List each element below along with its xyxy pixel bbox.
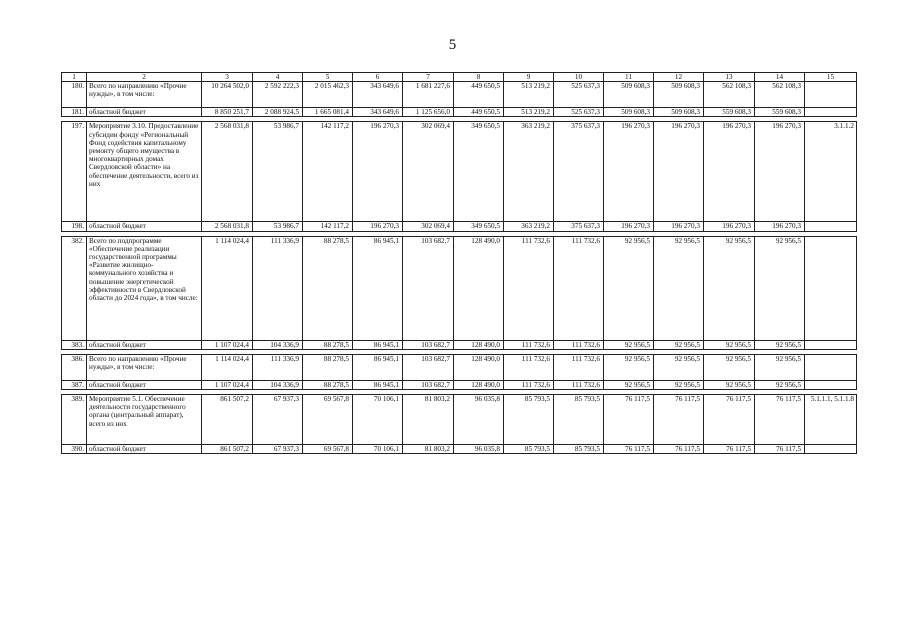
target-code: 3.1.1.2 <box>805 122 857 222</box>
value-cell: 8 850 251,7 <box>202 108 253 117</box>
value-cell: 142 117,2 <box>303 122 353 222</box>
value-cell: 142 117,2 <box>303 222 353 231</box>
value-cell: 196 270,3 <box>755 222 805 231</box>
value-cell: 76 117,5 <box>654 395 704 445</box>
value-cell: 103 682,7 <box>403 380 454 389</box>
value-cell: 525 637,3 <box>554 82 604 108</box>
value-cell: 92 956,5 <box>654 340 704 349</box>
value-cell: 104 336,9 <box>253 340 303 349</box>
value-cell: 375 637,3 <box>554 122 604 222</box>
budget-table <box>61 72 857 454</box>
value-cell: 92 956,5 <box>755 340 805 349</box>
value-cell: 92 956,5 <box>755 380 805 389</box>
value-cell: 559 608,3 <box>755 108 805 117</box>
value-cell: 196 270,3 <box>704 122 755 222</box>
row-name: Всего по направлению «Прочие нужды», в том числе: <box>87 82 202 108</box>
value-cell: 111 336,9 <box>253 354 303 380</box>
value-cell: 196 270,3 <box>654 122 704 222</box>
value-cell: 363 219,2 <box>504 122 554 222</box>
value-cell: 2 568 031,8 <box>202 122 253 222</box>
row-index: 198. <box>62 222 87 231</box>
value-cell: 111 336,9 <box>253 236 303 340</box>
table-row <box>62 236 857 340</box>
value-cell: 92 956,5 <box>654 380 704 389</box>
value-cell: 92 956,5 <box>704 380 755 389</box>
value-cell: 92 956,5 <box>604 354 654 380</box>
row-index: 386. <box>62 354 87 380</box>
value-cell: 81 803,2 <box>403 445 454 454</box>
value-cell: 449 650,5 <box>454 108 504 117</box>
value-cell: 76 117,5 <box>604 445 654 454</box>
value-cell: 86 945,1 <box>353 354 403 380</box>
row-index: 389. <box>62 395 87 445</box>
value-cell: 343 649,6 <box>353 108 403 117</box>
value-cell: 1 665 081,4 <box>303 108 353 117</box>
value-cell: 70 106,1 <box>353 445 403 454</box>
value-cell: 513 219,2 <box>504 82 554 108</box>
value-cell: 196 270,3 <box>353 122 403 222</box>
target-code <box>805 354 857 380</box>
value-cell: 85 793,5 <box>554 445 604 454</box>
value-cell: 86 945,1 <box>353 380 403 389</box>
table-body <box>62 73 857 454</box>
value-cell: 67 937,3 <box>253 395 303 445</box>
value-cell: 69 567,8 <box>303 445 353 454</box>
target-code <box>805 82 857 108</box>
value-cell: 76 117,5 <box>755 395 805 445</box>
header-cell: 8 <box>454 73 504 82</box>
value-cell: 111 732,6 <box>504 340 554 349</box>
value-cell: 67 937,3 <box>253 445 303 454</box>
row-name: областной бюджет <box>87 340 202 349</box>
value-cell: 375 637,3 <box>554 222 604 231</box>
value-cell: 2 568 031,8 <box>202 222 253 231</box>
value-cell: 76 117,5 <box>755 445 805 454</box>
value-cell: 196 270,3 <box>755 122 805 222</box>
header-cell: 5 <box>303 73 353 82</box>
value-cell: 76 117,5 <box>654 445 704 454</box>
value-cell: 92 956,5 <box>604 380 654 389</box>
value-cell: 69 567,8 <box>303 395 353 445</box>
value-cell: 1 114 024,4 <box>202 236 253 340</box>
target-code <box>805 222 857 231</box>
value-cell: 302 069,4 <box>403 222 454 231</box>
table-row <box>62 222 857 231</box>
table-row <box>62 122 857 222</box>
header-cell: 15 <box>805 73 857 82</box>
row-name: Мероприятие 5.1. Обеспечение деятельности государственного органа (центральный аппарат), всего из них <box>87 395 202 445</box>
target-code <box>805 108 857 117</box>
value-cell: 111 732,6 <box>554 236 604 340</box>
header-cell: 11 <box>604 73 654 82</box>
row-name: Всего по подпрограмме «Обеспечение реализации государственной программы «Развитие жилищно-коммунального хозяйства и повышение энергетической эффективности в Свердловской области до 2024 года», в том числе: <box>87 236 202 340</box>
value-cell: 509 608,3 <box>604 82 654 108</box>
value-cell: 86 945,1 <box>353 340 403 349</box>
value-cell: 111 732,6 <box>554 340 604 349</box>
value-cell: 88 278,5 <box>303 354 353 380</box>
row-index: 390. <box>62 445 87 454</box>
row-index: 180. <box>62 82 87 108</box>
value-cell: 85 793,5 <box>504 445 554 454</box>
header-cell: 2 <box>87 73 202 82</box>
row-name: Всего по направлению «Прочие нужды», в том числе: <box>87 354 202 380</box>
row-index: 387. <box>62 380 87 389</box>
value-cell: 111 732,6 <box>504 236 554 340</box>
value-cell: 513 219,2 <box>504 108 554 117</box>
value-cell: 92 956,5 <box>755 236 805 340</box>
value-cell: 343 649,6 <box>353 82 403 108</box>
table-row <box>62 445 857 454</box>
header-cell: 14 <box>755 73 805 82</box>
row-index: 197. <box>62 122 87 222</box>
value-cell: 92 956,5 <box>704 236 755 340</box>
value-cell: 559 608,3 <box>704 108 755 117</box>
value-cell: 525 637,3 <box>554 108 604 117</box>
value-cell: 196 270,3 <box>353 222 403 231</box>
header-cell: 12 <box>654 73 704 82</box>
value-cell: 92 956,5 <box>604 340 654 349</box>
value-cell: 96 035,8 <box>454 445 504 454</box>
value-cell: 85 793,5 <box>504 395 554 445</box>
value-cell: 81 803,2 <box>403 395 454 445</box>
value-cell: 88 278,5 <box>303 380 353 389</box>
row-name: областной бюджет <box>87 108 202 117</box>
page-number: 5 <box>448 37 457 53</box>
value-cell: 363 219,2 <box>504 222 554 231</box>
value-cell: 103 682,7 <box>403 354 454 380</box>
value-cell: 92 956,5 <box>604 236 654 340</box>
row-index: 382. <box>62 236 87 340</box>
table-row <box>62 108 857 117</box>
value-cell: 861 507,2 <box>202 395 253 445</box>
value-cell: 196 270,3 <box>604 222 654 231</box>
value-cell: 85 793,5 <box>554 395 604 445</box>
value-cell: 509 608,3 <box>654 108 704 117</box>
row-index: 383. <box>62 340 87 349</box>
header-row <box>62 73 857 82</box>
value-cell: 2 088 924,5 <box>253 108 303 117</box>
value-cell: 111 732,6 <box>504 354 554 380</box>
target-code <box>805 236 857 340</box>
value-cell: 103 682,7 <box>403 236 454 340</box>
value-cell: 111 732,6 <box>554 354 604 380</box>
value-cell: 111 732,6 <box>554 380 604 389</box>
header-cell: 6 <box>353 73 403 82</box>
value-cell: 861 507,2 <box>202 445 253 454</box>
header-cell: 9 <box>504 73 554 82</box>
value-cell: 88 278,5 <box>303 340 353 349</box>
value-cell: 349 650,5 <box>454 122 504 222</box>
value-cell: 196 270,3 <box>604 122 654 222</box>
target-code <box>805 340 857 349</box>
value-cell: 196 270,3 <box>654 222 704 231</box>
value-cell: 128 490,0 <box>454 340 504 349</box>
value-cell: 104 336,9 <box>253 380 303 389</box>
value-cell: 1 107 024,4 <box>202 380 253 389</box>
header-cell: 10 <box>554 73 604 82</box>
header-cell: 4 <box>253 73 303 82</box>
value-cell: 128 490,0 <box>454 354 504 380</box>
value-cell: 302 069,4 <box>403 122 454 222</box>
value-cell: 88 278,5 <box>303 236 353 340</box>
value-cell: 111 732,6 <box>504 380 554 389</box>
value-cell: 349 650,5 <box>454 222 504 231</box>
header-cell: 3 <box>202 73 253 82</box>
value-cell: 70 106,1 <box>353 395 403 445</box>
table-row <box>62 340 857 349</box>
value-cell: 128 490,0 <box>454 236 504 340</box>
value-cell: 92 956,5 <box>704 354 755 380</box>
value-cell: 53 986,7 <box>253 222 303 231</box>
value-cell: 449 650,5 <box>454 82 504 108</box>
value-cell: 92 956,5 <box>755 354 805 380</box>
value-cell: 76 117,5 <box>604 395 654 445</box>
value-cell: 1 114 024,4 <box>202 354 253 380</box>
target-code <box>805 445 857 454</box>
value-cell: 86 945,1 <box>353 236 403 340</box>
row-name: Мероприятие 3.10. Предоставление субсидии фонду «Региональный Фонд содействия капитальному ремонту общего имущества в многоквартирных домах Свердловской области» на обеспечение деятельности, всего из них <box>87 122 202 222</box>
row-name: областной бюджет <box>87 222 202 231</box>
table-row <box>62 380 857 389</box>
header-cell: 7 <box>403 73 454 82</box>
value-cell: 76 117,5 <box>704 445 755 454</box>
header-cell: 13 <box>704 73 755 82</box>
value-cell: 1 107 024,4 <box>202 340 253 349</box>
row-name: областной бюджет <box>87 445 202 454</box>
value-cell: 92 956,5 <box>654 354 704 380</box>
value-cell: 196 270,3 <box>704 222 755 231</box>
row-index: 181. <box>62 108 87 117</box>
header-cell: 1 <box>62 73 87 82</box>
table-row <box>62 395 857 445</box>
table-row <box>62 82 857 108</box>
row-name: областной бюджет <box>87 380 202 389</box>
value-cell: 76 117,5 <box>704 395 755 445</box>
value-cell: 96 035,8 <box>454 395 504 445</box>
value-cell: 92 956,5 <box>704 340 755 349</box>
table-row <box>62 354 857 380</box>
value-cell: 562 108,3 <box>755 82 805 108</box>
value-cell: 92 956,5 <box>654 236 704 340</box>
value-cell: 128 490,0 <box>454 380 504 389</box>
value-cell: 2 015 462,3 <box>303 82 353 108</box>
value-cell: 509 608,3 <box>654 82 704 108</box>
value-cell: 562 108,3 <box>704 82 755 108</box>
value-cell: 103 682,7 <box>403 340 454 349</box>
value-cell: 1 681 227,6 <box>403 82 454 108</box>
value-cell: 509 608,3 <box>604 108 654 117</box>
value-cell: 2 592 222,3 <box>253 82 303 108</box>
target-code: 5.1.1.1, 5.1.1.8 <box>805 395 857 445</box>
value-cell: 10 264 502,0 <box>202 82 253 108</box>
value-cell: 1 125 656,0 <box>403 108 454 117</box>
target-code <box>805 380 857 389</box>
value-cell: 53 986,7 <box>253 122 303 222</box>
